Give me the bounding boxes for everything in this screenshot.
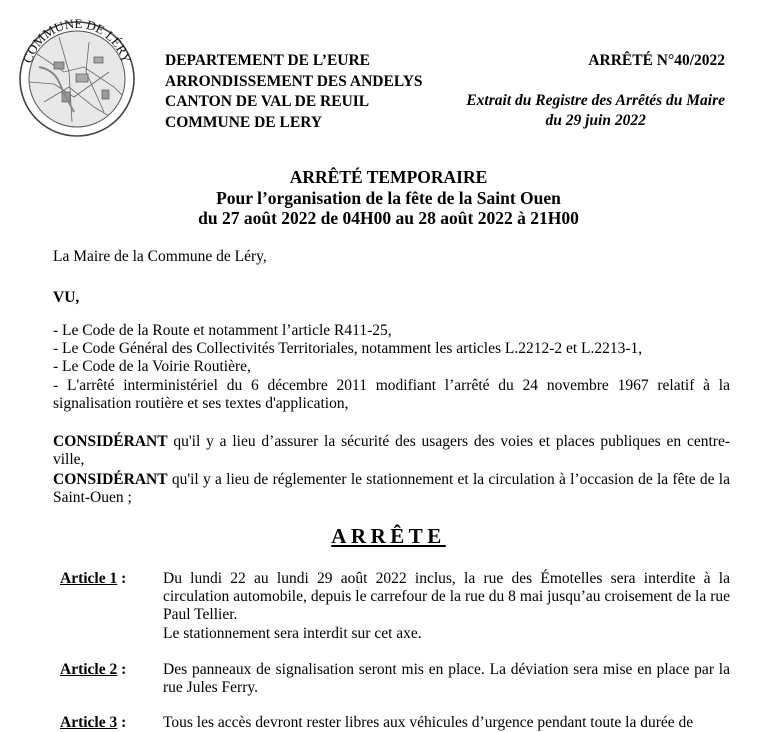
register-extract-line1: Extrait du Registre des Arrêtés du Maire bbox=[466, 91, 725, 109]
department-line: DEPARTEMENT DE L’EURE bbox=[165, 52, 371, 69]
article-label-text: Article 3 bbox=[60, 714, 118, 731]
article-paragraph: Des panneaux de signalisation seront mis en place. La déviation sera mise en place par la rue Jules Ferry. bbox=[163, 661, 730, 697]
article-label bbox=[60, 714, 163, 732]
article-text bbox=[163, 661, 730, 697]
article-label-sep: : bbox=[117, 714, 127, 731]
article-paragraph: Du lundi 22 au lundi 29 août 2022 inclus, la rue des Émotelles sera interdite à la circulation automobile, depuis le carrefour de la rue du 8 mai jusqu’au croisement de la rue Paul Tellier. bbox=[163, 570, 730, 624]
reference-item: - Le Code Général des Collectivités Territoriales, notamment les articles L.2212-2 et L.2213-1, bbox=[53, 340, 643, 358]
arrondissement-line: ARRONDISSEMENT DES ANDELYS bbox=[165, 72, 423, 90]
arrete-heading: ARRÊTE bbox=[331, 524, 446, 548]
commune-line: COMMUNE DE LERY bbox=[165, 113, 323, 131]
article-text bbox=[163, 714, 730, 732]
considerant-text: qu'il y a lieu de réglementer le stationnement et la circulation à l’occasion de la fête de la Saint-Ouen ; bbox=[53, 471, 730, 507]
article-label bbox=[60, 661, 163, 697]
considerant-label: CONSIDÉRANT bbox=[53, 433, 168, 450]
considerant-label: CONSIDÉRANT bbox=[53, 471, 168, 488]
legal-references bbox=[53, 322, 730, 413]
canton-line: CANTON DE VAL DE REUIL bbox=[165, 93, 370, 111]
seal-map-icon bbox=[14, 12, 140, 138]
article-label-sep: : bbox=[117, 570, 127, 587]
article-paragraph: Le stationnement sera interdit sur cet axe. bbox=[163, 624, 422, 642]
reference-item: - Le Code de la Voirie Routière, bbox=[53, 358, 251, 376]
article-label bbox=[60, 570, 163, 643]
reference-item: - Le Code de la Route et notamment l’article R411-25, bbox=[53, 322, 392, 339]
considerant-text: qu'il y a lieu d’assurer la sécurité des usagers des voies et places publiques en centre-ville, bbox=[53, 433, 730, 469]
article-label-text: Article 1 bbox=[60, 570, 118, 587]
title-line1: ARRÊTÉ TEMPORAIRE bbox=[289, 167, 488, 187]
register-extract-line2: du 29 juin 2022 bbox=[545, 112, 646, 130]
considerant-2 bbox=[53, 471, 730, 507]
article-text bbox=[163, 570, 730, 643]
reference-item: - L'arrêté interministériel du 6 décembre 2011 modifiant l’arrêté du 24 novembre 1967 relatif à la signalisation routière et ses textes d'application, bbox=[53, 376, 730, 412]
commune-seal bbox=[14, 12, 140, 138]
arrete-number: ARRÊTÉ N°40/2022 bbox=[588, 52, 725, 69]
administrative-header bbox=[165, 51, 423, 133]
seal-text: COMMUNE DE LÉRY bbox=[19, 15, 135, 65]
vu-heading: VU, bbox=[53, 289, 80, 306]
article-1 bbox=[60, 570, 730, 643]
article-2 bbox=[60, 661, 730, 697]
article-3 bbox=[60, 714, 730, 732]
considerant-1 bbox=[53, 433, 730, 469]
article-label-text: Article 2 bbox=[60, 661, 118, 678]
article-label-sep: : bbox=[117, 661, 127, 678]
arrete-reference bbox=[466, 51, 725, 132]
title-line2: Pour l’organisation de la fête de la Saint Ouen bbox=[216, 187, 561, 208]
document-title bbox=[0, 167, 777, 229]
article-paragraph: Tous les accès devront rester libres aux véhicules d’urgence pendant toute la durée de bbox=[163, 714, 694, 731]
maire-line: La Maire de la Commune de Léry, bbox=[53, 248, 267, 265]
title-line3: du 27 août 2022 de 04H00 au 28 août 2022 à 21H00 bbox=[198, 208, 579, 228]
